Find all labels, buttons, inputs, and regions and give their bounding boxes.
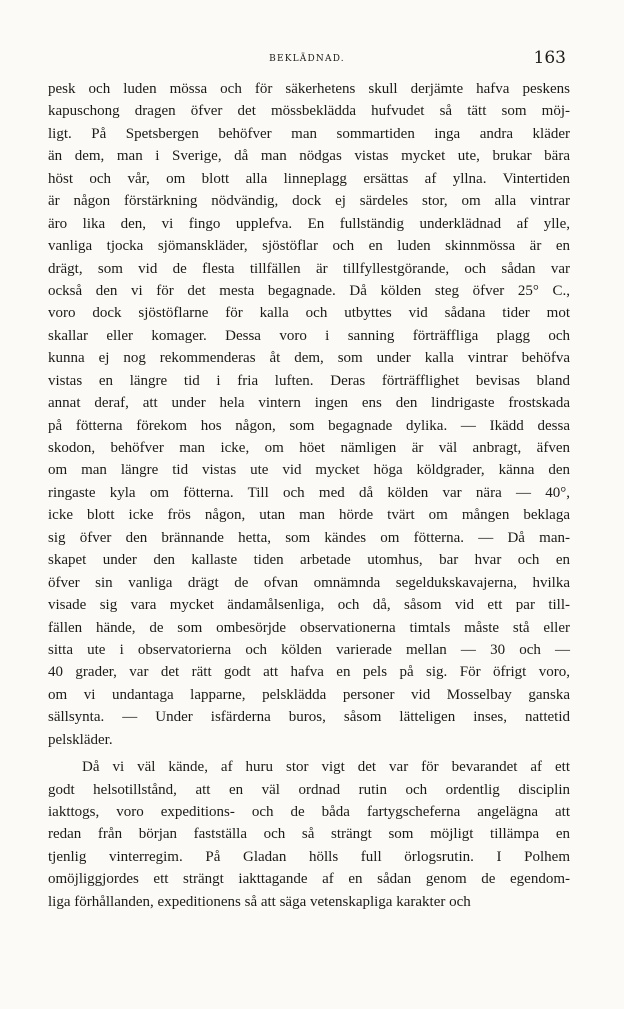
text-line: annat deraf, att under hela vintern ingen ens den lindrigaste frostskada xyxy=(48,395,570,412)
text-line: också den vi för det mesta begagnade. Då kölden steg öfver 25° C., xyxy=(48,282,570,299)
text-line: fällen hände, de som ombesörjde observationerna timtals måste stå eller xyxy=(48,619,570,636)
text-line: kunna ej nog rekommenderas åt dem, som under kalla vintrar behöfva xyxy=(48,350,570,367)
text-line: voro dock sjöstöflarne för kalla och utbyttes vid sådana tider mot xyxy=(48,305,570,322)
text-line: visade sig vara mycket ändamålsenliga, och då, såsom vid ett par till- xyxy=(48,597,570,614)
text-line: tjenlig vinterregim. På Gladan hölls full örlogsrutin. I Polhem xyxy=(48,848,570,865)
running-title: BEKLÄDNAD. xyxy=(269,54,345,64)
text-line: godt helsotillstånd, att en väl ordnad rutin och ordentlig disciplin xyxy=(48,781,570,798)
text-line: vanliga tjocka sjömanskläder, sjöstöflar och en luden skinnmössa är en xyxy=(48,238,570,255)
paragraph xyxy=(48,756,570,913)
text-line: Då vi väl kände, af huru stor vigt det var för bevarandet af ett xyxy=(82,759,570,776)
text-line: höst och vår, om blott alla linneplagg ersättas af yllna. Vintertiden xyxy=(48,170,570,187)
text-line: icke blott icke frös någon, utan man hörde tvärt om mången beklaga xyxy=(48,507,570,524)
text-line: 40 grader, var det rätt godt att hafva en pels på sig. För öfrigt voro, xyxy=(48,664,570,681)
text-line: omöjliggjordes ett strängt iakttagande af en sådan genom de egendom- xyxy=(48,871,570,888)
paragraph xyxy=(48,78,570,751)
text-line: pelskläder. xyxy=(48,731,113,748)
text-line: kapuschong dragen öfver det mössbeklädda hufvudet så tätt som möj- xyxy=(48,103,570,120)
text-line: liga förhållanden, expeditionens så att säga vetenskapliga karakter och xyxy=(48,893,471,910)
text-line: sitta ute i observatorierna och kölden varierade mellan — 30 och — xyxy=(48,641,570,658)
text-line: är någon förstärkning nödvändig, dock ej särdeles stor, om alla vintrar xyxy=(48,193,570,210)
text-line: om man längre tid vistas ute vid mycket höga köldgrader, känna den xyxy=(48,462,570,479)
body-text xyxy=(48,78,570,918)
text-line: vistas en längre tid i fria luften. Deras förträfflighet bevisas bland xyxy=(48,372,570,389)
text-line: drägt, som vid de flesta tillfällen är tillfyllestgörande, och sådan var xyxy=(48,260,570,277)
text-line: skapet under den kallaste tiden arbetade utomhus, bar hvar och en xyxy=(48,552,570,569)
text-line: pesk och luden mössa och för säkerhetens skull derjämte hafva peskens xyxy=(48,81,570,97)
text-line: än dem, man i Sverige, då man nödgas vistas mycket ute, brukar bära xyxy=(48,148,570,165)
page-number: 163 xyxy=(533,48,566,68)
text-line: om vi undantaga lapparne, pelsklädda personer vid Mosselbay ganska xyxy=(48,686,570,703)
text-line: sällsynta. — Under isfärderna buros, såsom lätteligen inses, nattetid xyxy=(48,709,570,726)
text-line: ligt. På Spetsbergen behöfver man sommartiden inga andra kläder xyxy=(48,125,570,142)
text-line: skodon, behöfver man icke, om höet nämligen är väl anbragt, äfven xyxy=(48,440,570,456)
text-line: öfver sin vanliga drägt de ofvan omnämnda segeldukskavajerna, hvilka xyxy=(48,574,570,591)
text-line: iakttogs, voro expeditions- och de båda fartygscheferna angelägna att xyxy=(48,804,570,820)
text-line: redan från början fastställa och så strängt som möjligt tillämpa en xyxy=(48,826,570,843)
text-line: äro lika den, vi fingo upplefva. En fullständig underklädnad af ylle, xyxy=(48,215,570,232)
text-line: skallar eller komager. Dessa voro i sanning förträffliga plagg och xyxy=(48,327,570,344)
text-line: sig öfver den brännande hetta, som kändes om fötterna. — Då man- xyxy=(48,529,570,546)
page-header xyxy=(48,48,566,74)
text-line: på fötterna förekom hos någon, som begagnade dylika. — Ikädd dessa xyxy=(48,417,570,434)
text-line: ringaste kyla om fötterna. Till och med då kölden var nära — 40°, xyxy=(48,484,570,501)
